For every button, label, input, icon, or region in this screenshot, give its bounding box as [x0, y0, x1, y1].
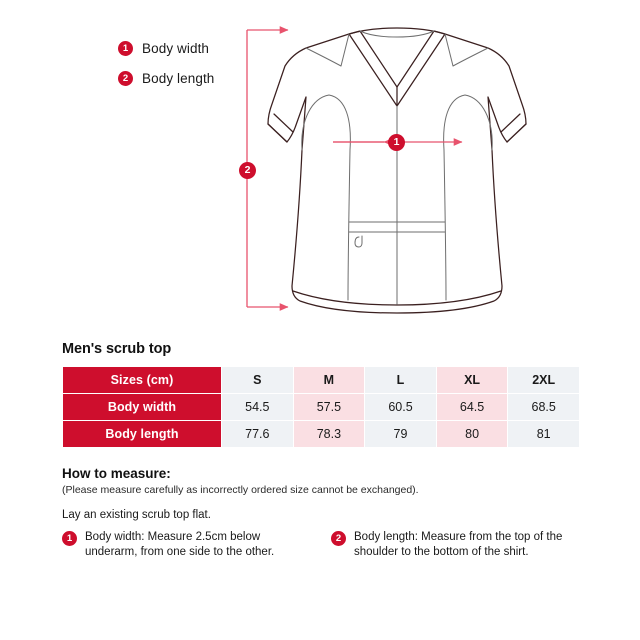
- size-table-region: [62, 341, 580, 448]
- marker-2-icon: 2: [118, 71, 133, 86]
- header-size-s: S: [222, 367, 293, 393]
- garment-seam-details: [302, 31, 492, 304]
- step-2-marker-icon: 2: [331, 531, 346, 546]
- cell-body-length-m: 78.3: [294, 421, 365, 447]
- measure-step-body-width: [62, 530, 313, 560]
- cell-body-width-2xl: 68.5: [508, 394, 579, 420]
- how-to-measure-region: [62, 466, 582, 560]
- step-1-marker-icon: 1: [62, 531, 77, 546]
- header-size-xl: XL: [437, 367, 508, 393]
- step-1-text: Body width: Measure 2.5cm below underarm, from one side to the other.: [85, 531, 275, 558]
- lay-flat-instruction: Lay an existing scrub top flat.: [62, 509, 211, 521]
- cell-body-width-m: 57.5: [294, 394, 365, 420]
- legend-label-body-width: Body width: [142, 40, 210, 56]
- table-row-body-length: [63, 421, 579, 447]
- cell-body-length-2xl: 81: [508, 421, 579, 447]
- measure-step-body-length: [331, 530, 582, 560]
- size-chart-table: [62, 366, 580, 448]
- header-size-m: M: [294, 367, 365, 393]
- table-header-row: [63, 367, 579, 393]
- how-to-measure-title: How to measure:: [62, 466, 171, 481]
- legend-label-body-length: Body length: [142, 70, 215, 86]
- cell-body-width-l: 60.5: [365, 394, 436, 420]
- step-2-text: Body length: Measure from the top of the shoulder to the bottom of the shirt.: [354, 531, 563, 558]
- table-title: Men's scrub top: [62, 341, 172, 357]
- cell-body-length-l: 79: [365, 421, 436, 447]
- header-sizes-label: Sizes (cm): [63, 367, 221, 393]
- marker-2-on-diagram: 2: [239, 162, 256, 179]
- measure-steps-list: [62, 530, 582, 560]
- cell-body-length-s: 77.6: [222, 421, 293, 447]
- cell-body-width-s: 54.5: [222, 394, 293, 420]
- cell-body-width-xl: 64.5: [437, 394, 508, 420]
- marker-1-on-diagram: 1: [388, 134, 405, 151]
- row-label-body-width: Body width: [63, 394, 221, 420]
- table-row-body-width: [63, 394, 579, 420]
- header-size-l: L: [365, 367, 436, 393]
- how-to-measure-note: (Please measure carefully as incorrectly ordered size cannot be exchanged).: [62, 484, 419, 496]
- marker-1-icon: 1: [118, 41, 133, 56]
- row-label-body-length: Body length: [63, 421, 221, 447]
- cell-body-length-xl: 80: [437, 421, 508, 447]
- header-size-2xl: 2XL: [508, 367, 579, 393]
